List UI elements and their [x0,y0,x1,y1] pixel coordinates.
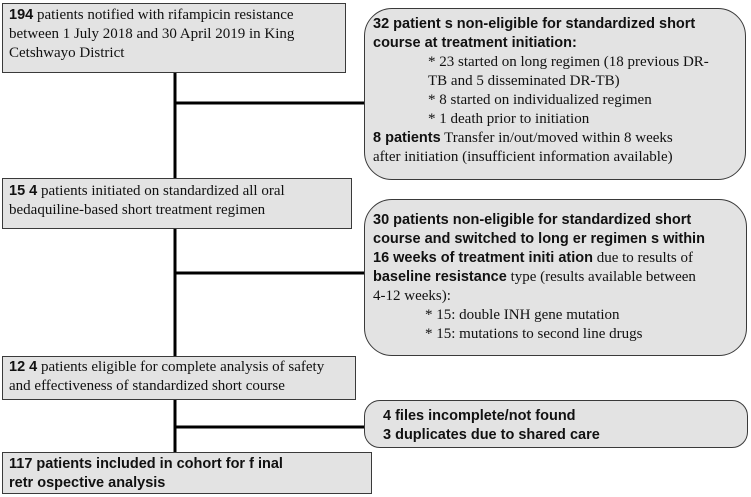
eligible-text-line2: and effectiveness of standardized short course [9,378,285,394]
eligible-analysis-box [2,356,356,400]
excluded-title-line2: course at treatment initiation: [373,35,577,51]
initiated-count: 15 4 [9,183,38,199]
switched-title-line3-bold: 16 weeks of treatment initi ation [373,250,593,266]
switched-item1: * 15: double INH gene mutation [425,307,620,323]
duplicates-count: 3 duplicates [383,427,467,443]
excluded-item3: * 1 death prior to initiation [428,111,590,127]
switched-line5: 4-12 weeks): [373,288,451,304]
switched-regimen-box [364,199,747,356]
switched-title-line1: 30 patients non-eligible for standardized short [373,212,692,228]
final-cohort-line2: retr ospective analysis [9,475,166,491]
notified-text-line2: between 1 July 2018 and 30 April 2019 in King [9,26,295,42]
initiated-patients-box [2,178,352,229]
initiated-text-line1: patients initiated on standardized all oral [37,183,285,199]
transfer-text-line2: after initiation (insufficient information available) [373,149,673,165]
transfer-text-line1: Transfer in/out/moved within 8 weeks [440,130,673,146]
switched-title-line3-text: due to results of [592,250,693,266]
eligible-count: 12 4 [9,359,38,375]
excluded-item2: * 8 started on individualized regimen [428,92,652,108]
baseline-resistance-text: type (results available between [506,269,696,285]
notified-text-line3: Cetshwayo District [9,45,125,61]
transfer-count: 8 patients [373,130,441,146]
notified-text-line1: patients notified with rifampicin resistance [33,7,294,23]
excluded-at-initiation-box [364,8,746,180]
duplicates-text: due to shared care [466,427,600,443]
excluded-item1-line2: TB and 5 disseminated DR-TB) [428,73,620,89]
initiated-text-line2: bedaquiline-based short treatment regimen [9,202,266,218]
files-incomplete: 4 files incomplete/not found [383,408,576,424]
switched-item2: * 15: mutations to second line drugs [425,326,643,342]
eligible-text-line1: patients eligible for complete analysis of safety [37,359,325,375]
notified-patients-box [2,3,346,73]
notified-count: 194 [9,7,34,23]
final-cohort-box [2,452,372,494]
excluded-title-line1: 32 patient s non-eligible for standardized short [373,16,696,32]
switched-title-line2: course and switched to long er regimen s within [373,231,705,247]
final-cohort-line1: 117 patients included in cohort for f inal [9,456,283,472]
excluded-item1-line1: * 23 started on long regimen (18 previous DR- [428,54,709,70]
baseline-resistance-label: baseline resistance [373,269,507,285]
files-excluded-box [364,400,748,448]
